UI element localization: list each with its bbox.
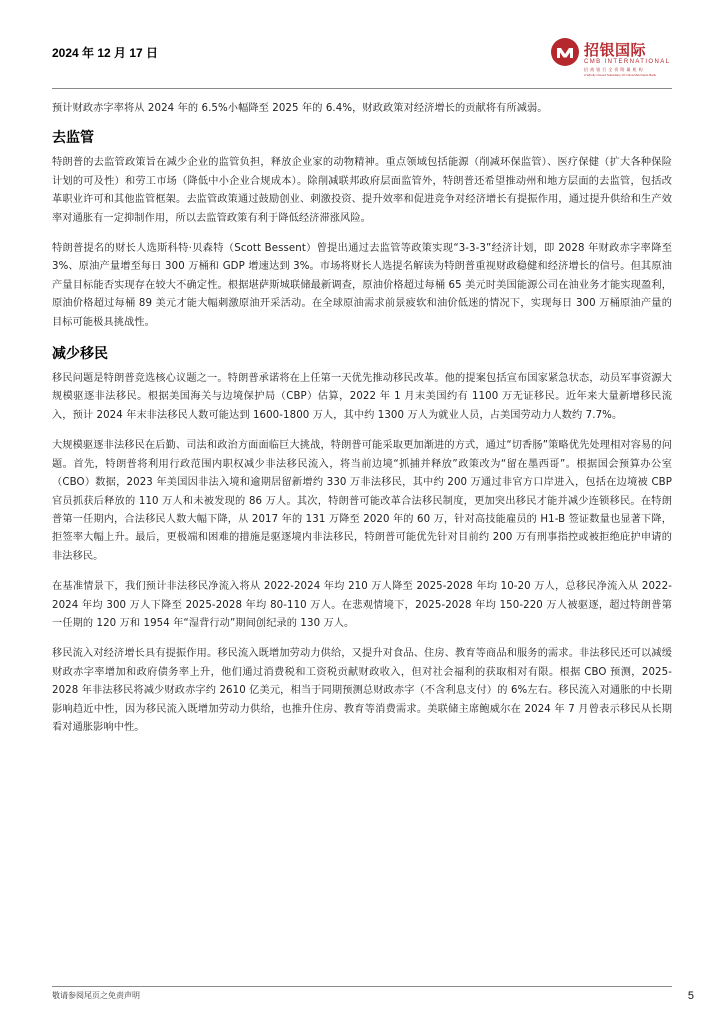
disclaimer-note: 敬请参阅尾页之免责声明 [52,991,140,1000]
paragraph: 移民问题是特朗普竞选核心议题之一。特朗普承诺将在上任第一天优先推动移民改革。他的提案包括宣布国家紧急状态，动员军事资源大规模驱逐非法移民。根据美国海关与边境保护局（CBP）估算，2022 年 1 月末美国约有 1100 万无证移民。近年来大量新增移民流入，预计 2024 年末非法移民人数可能达到 1600-1800 万人，其中约 1300 万人为就业人员，占美国劳动力人数约 7.7%。 [52,373,672,421]
paragraph: 特朗普提名的财长人选斯科特·贝森特（Scott Bessent）曾提出通过去监管等政策实现“3-3-3”经济计划，即 2028 年财政赤字率降至 3%、原油产量增至每日 300 万桶和 GDP 增速达到 3%。市场将财长人选提名解读为特朗普重视财政稳健和经济增长的信号。但其原油产量目标能否实现存在较大不确定性。根据堪萨斯城联储最新调查，原油价格超过每桶 65 美元时美国能源公司在油业务才能实现盈利，原油价格超过每桶 89 美元才能大幅刺激原油开采活动。在全球原油需求前景疲软和油价低迷的情况下，实现每日 300 万桶原油产量的目标可能极具挑战性。 [52,243,672,328]
logo-subtitle-en: A Wholly Owned Subsidiary Of China Merchants Bank [584,73,657,77]
paragraph: 大规模驱逐非法移民在后勤、司法和政治方面面临巨大挑战，特朗普可能采取更加渐进的方式，通过“切香肠”策略优先处理相对容易的问题。首先，特朗普将利用行政范围内职权减少非法移民流入，将当前边境“抓捕并释放”政策改为“留在墨西哥”。根据国会预算办公室（CBO）数据，2023 年美国因非法入境和逾期居留新增约 330 万非法移民，其中约 200 万通过非官方口岸进入，包括在边境被 CBP 官员抓获后释放的 110 万人和未被发现的 86 万人。其次，特朗普可能改革合法移民制度，更加突出移民才能并减少连锁移民。在特朗普第一任期内，合法移民人数大幅下降，从 2017 年的 131 万降至 2020 年的 60 万，针对高技能雇员的 H1-B 签证数量也显著下降，拒签率大幅上升。最后，更极端和困难的措施是驱逐境内非法移民，特朗普可能优先针对目前约 200 万有刑事指控或被拒绝庇护申请的非法移民。 [52,440,672,562]
header-divider [52,88,672,89]
logo-subtitle-cn: 招 商 银 行 全 资 附 属 机 构 [584,67,644,72]
paragraph: 特朗普的去监管政策旨在减少企业的监管负担，释放企业家的动物精神。重点领域包括能源（削减环保监管）、医疗保健（扩大各种保险计划的可及性）和劳工市场（降低中小企业合规成本）。除削减联邦政府层面监管外，特朗普还希望推动州和地方层面的去监管，包括改革职业许可和其他监管框架。去监管政策通过鼓励创业、刺激投资、提升效率和促进竞争对经济增长有提振作用，通过提升供给和生产效率对通胀有一定抑制作用，所以去监管政策有利于降低经济滞涨风险。 [52,157,672,224]
cmbi-logo-icon [550,37,580,67]
intro-paragraph: 预计财政赤字率将从 2024 年的 6.5%小幅降至 2025 年的 6.4%，财政政策对经济增长的贡献将有所减弱。 [52,103,548,114]
logo-name-en: CMB INTERNATIONAL [584,59,671,65]
section-heading-deregulation: 去监管 [52,130,94,147]
section-heading-immigration: 减少移民 [52,346,108,363]
page-number: 5 [687,990,694,1002]
page-header [52,36,672,88]
report-date: 2024 年 12 月 17 日 [52,46,159,60]
cmbi-logo [550,36,672,88]
paragraph: 在基准情景下，我们预计非法移民净流入将从 2022-2024 年均 210 万人降至 2025-2028 年均 10-20 万人，总移民净流入从 2022-2024 年均 300 万人下降至 2025-2028 年均 80-110 万人。在悲观情境下，2025-2028 年均 150-220 万人被驱逐，超过特朗普第一任期的 120 万和 1954 年“湿背行动”期间创纪录的 130 万人。 [52,581,672,629]
logo-name-cn: 招银国际 [584,41,647,59]
footer-divider [52,986,672,987]
paragraph: 移民流入对经济增长具有提振作用。移民流入既增加劳动力供给，又提升对食品、住房、教育等商品和服务的需求。非法移民还可以减缓财政赤字率增加和政府债务率上升，他们通过消费税和工资税贡献财政收入，但对社会福利的获取相对有限。根据 CBO 预测，2025-2028 年非法移民将减少财政赤字约 2610 亿美元，相当于同期预测总财政赤字（不含利息支付）的 6%左右。移民流入对通胀的中长期影响趋近中性，因为移民流入既增加劳动力供给，也推升住房、教育等消费需求。美联储主席鲍威尔在 2024 年 7 月曾表示移民从长期看对通胀影响中性。 [52,648,672,733]
report-body [52,96,672,749]
